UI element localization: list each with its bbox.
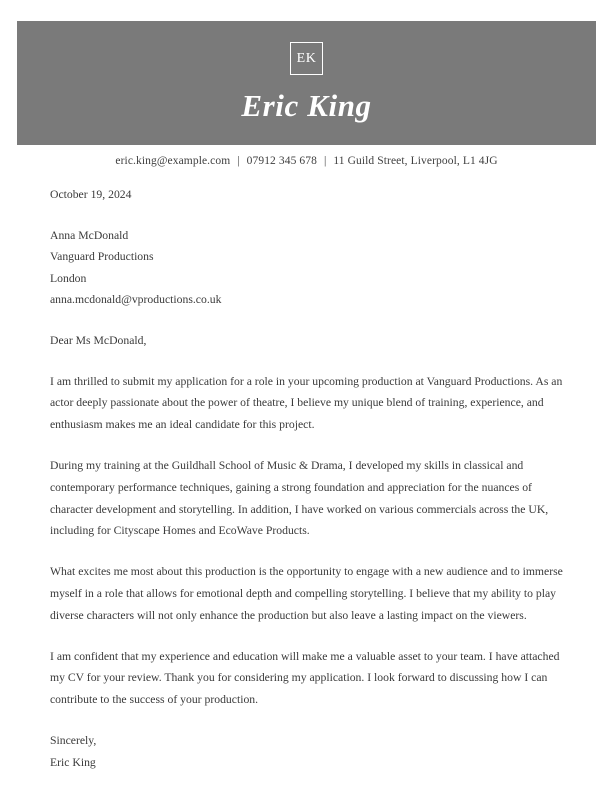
recipient-city: London — [50, 271, 87, 285]
page-title: Eric King — [241, 88, 372, 123]
letter-date: October 19, 2024 — [50, 188, 132, 201]
contact-separator-2: | — [323, 155, 327, 167]
body-paragraph-4: I am confident that my experience and education will make me a valuable asset to your team. I have attached my CV for your review. Thank you for considering my application. I look forward to discussing how I can contribute to the success of your production. — [50, 649, 560, 707]
body-paragraph-1: I am thrilled to submit my application for a role in your upcoming production at Vanguard Productions. As an actor deeply passionate about the power of theatre, I believe my unique blend of training, experience, and enthusiasm makes me an ideal candidate for this project. — [50, 374, 563, 432]
contact-separator-1: | — [237, 155, 240, 167]
recipient-block — [50, 225, 563, 311]
contact-line — [17, 155, 596, 167]
monogram-badge: EK — [290, 42, 323, 75]
contact-address: 11 Guild Street, Liverpool, L1 4JG — [333, 155, 498, 167]
signature-name: Eric King — [50, 755, 96, 769]
body-paragraph-3: What excites me most about this production is the opportunity to engage with a new audience and to immerse myself in a role that allows for emotional depth and compelling storytelling. I believe that my ability to play diverse characters will not only enhance the production but also leave a lasting impact on the viewers. — [50, 565, 563, 622]
contact-phone: 07912 345 678 — [246, 155, 317, 167]
closing-block — [50, 730, 563, 773]
valediction: Sincerely, — [50, 733, 97, 747]
letterhead-header — [17, 21, 596, 145]
letter-body — [50, 184, 563, 773]
recipient-email: anna.mcdonald@vproductions.co.uk — [50, 293, 222, 307]
contact-email: eric.king@example.com — [115, 155, 231, 167]
recipient-name: Anna McDonald — [50, 228, 129, 242]
body-paragraph-2: During my training at the Guildhall School of Music & Drama, I developed my skills in classical and contemporary performance techniques, gaining a strong foundation and appreciation for the nuances of character development and storytelling. In addition, I have worked on various commercials across the UK, including for Cityscape Homes and EcoWave Products. — [50, 458, 549, 538]
recipient-company: Vanguard Productions — [50, 250, 154, 264]
salutation: Dear Ms McDonald, — [50, 333, 147, 347]
